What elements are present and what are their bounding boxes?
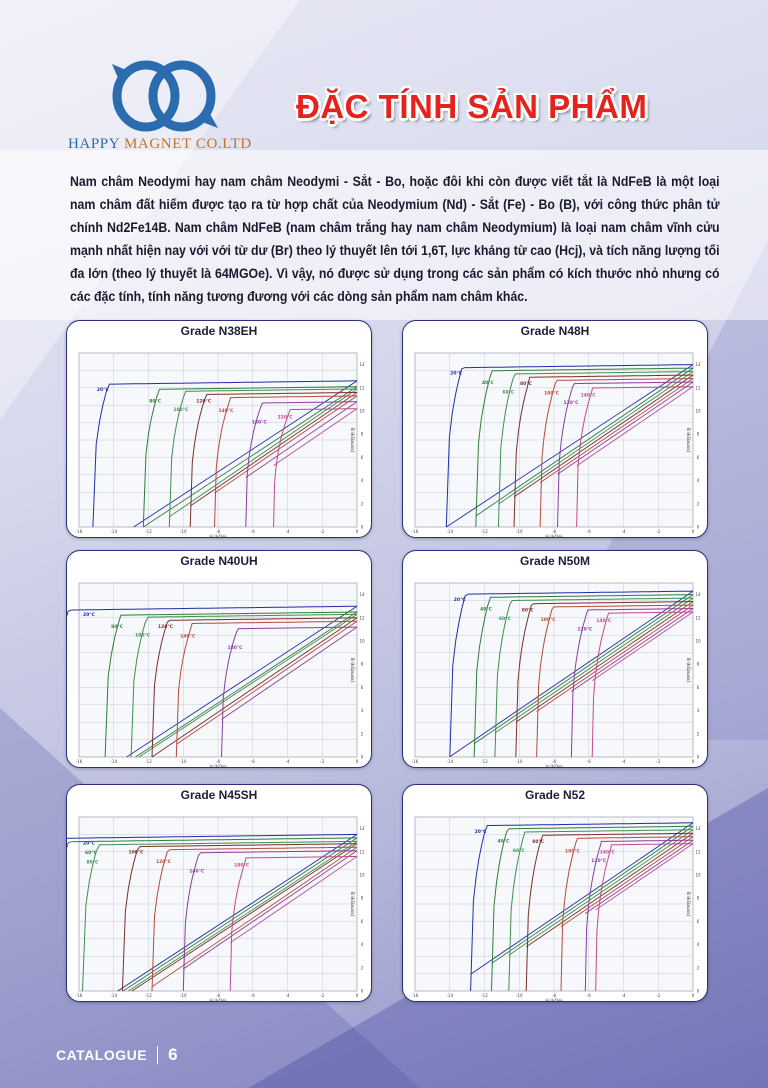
x-tick-label: -6 [586,529,591,534]
x-tick-label: -4 [621,759,626,764]
y-tick-label: 8 [360,431,364,437]
y-tick-label: 6 [360,684,364,690]
y-tick-label: 0 [360,524,364,530]
x-tick-label: -16 [411,529,419,534]
y-axis-label: B (kGauss) [349,891,354,917]
y-axis-label: B (kGauss) [685,657,690,683]
brand-name [68,136,252,153]
x-tick-label: -2 [656,993,661,998]
series-label: 180°C [251,420,267,426]
x-tick-label: -16 [75,759,83,764]
series-label: 180°C [227,646,243,652]
x-tick-label: -16 [411,759,419,764]
x-tick-label: -10 [179,529,187,534]
x-tick-label: -2 [656,529,661,534]
series-label: 100°C [135,633,151,639]
series-label: 60°C [498,617,511,623]
x-tick-label: -8 [216,993,220,998]
x-tick-label: -2 [656,759,661,764]
y-tick-label: 4 [696,708,700,714]
y-tick-label: 8 [696,895,700,901]
series-label: 20°C [96,387,109,393]
brand-word-magnet: MAGNET CO.LTD [124,136,252,152]
x-tick-label: 0 [691,529,695,534]
x-tick-label: -14 [110,993,118,998]
x-tick-label: -4 [621,993,626,998]
demagnetization-chart [403,803,708,1002]
demagnetization-chart [403,569,708,768]
series-label: 60°C [502,390,515,396]
y-tick-label: 2 [360,731,364,737]
y-tick-label: 8 [360,895,364,901]
x-tick-label: -6 [586,993,591,998]
y-tick-label: 8 [360,661,364,667]
page-footer [56,1044,178,1066]
y-tick-label: 2 [360,965,364,971]
x-tick-label: -14 [446,529,454,534]
x-axis-label: H (kOe) [209,535,227,539]
x-tick-label: -6 [250,993,255,998]
y-tick-label: 10 [695,408,701,414]
x-tick-label: -10 [515,993,523,998]
x-tick-label: 0 [355,993,359,998]
y-tick-label: 4 [360,708,364,714]
x-tick-label: 0 [355,529,359,534]
y-tick-label: 12 [695,385,701,391]
x-tick-label: -6 [586,759,591,764]
chart-panel-n45sh [66,784,372,1002]
series-label: 20°C [83,841,95,847]
x-tick-label: -10 [515,529,523,534]
y-tick-label: 8 [696,431,700,437]
x-tick-label: -2 [320,993,325,998]
chart-title: Grade N50M [519,554,591,568]
footer-divider [157,1046,158,1064]
y-tick-label: 0 [360,754,364,760]
x-tick-label: 0 [691,759,695,764]
y-tick-label: 14 [695,362,701,368]
x-tick-label: -16 [411,993,419,998]
y-tick-label: 12 [359,615,365,621]
series-label: 80°C [111,625,123,630]
series-label: 60°C [85,850,97,856]
x-tick-label: -10 [179,993,187,998]
series-label: 140°C [596,619,612,624]
x-tick-label: -12 [145,529,152,534]
chart-title: Grade N40UH [180,554,258,568]
x-tick-label: 0 [691,993,695,998]
y-tick-label: 4 [360,478,364,484]
series-label: 80°C [521,608,534,614]
series-label: 20°C [450,371,463,377]
chart-title: Grade N52 [524,788,586,802]
chart-panel-n38eh [66,320,372,538]
y-tick-label: 2 [696,501,700,507]
chart-title: Grade N45SH [180,788,258,802]
series-label: 220°C [277,415,293,421]
x-axis-label: H (kOe) [209,999,227,1003]
y-tick-label: 10 [359,408,365,414]
y-tick-label: 2 [696,965,700,971]
series-label: 100°C [128,850,144,856]
y-tick-label: 2 [360,501,364,507]
y-tick-label: 10 [695,638,701,644]
x-axis-label: H (kOe) [545,535,563,539]
series-label: 140°C [189,869,205,875]
chart-panel-n52 [402,784,708,1002]
x-tick-label: -4 [621,529,626,534]
series-label: 20°C [474,829,487,835]
x-tick-label: -12 [481,529,488,534]
page-header [0,0,768,160]
y-axis-label: B (kGauss) [685,427,690,453]
series-label: 40°C [497,839,510,845]
y-tick-label: 0 [360,988,364,994]
chart-panel-n50m [402,550,708,768]
x-tick-label: -8 [216,759,220,764]
series-label: 120°C [196,399,212,405]
brand-logo [66,56,256,156]
y-tick-label: 14 [359,826,365,832]
x-axis-label: H (kOe) [545,765,563,769]
x-tick-label: -14 [446,993,454,998]
y-tick-label: 4 [696,942,700,948]
y-tick-label: 12 [695,615,701,621]
x-tick-label: -8 [552,993,556,998]
series-label: 100°C [544,391,560,397]
series-label: 100°C [540,618,556,624]
brand-word-happy: HAPPY [68,136,120,152]
series-label: 40°C [481,381,494,387]
x-tick-label: -12 [481,993,488,998]
x-tick-label: -2 [320,759,325,764]
x-tick-label: -12 [145,993,152,998]
series-label: 80°C [149,399,162,405]
y-tick-label: 0 [696,988,700,994]
series-label: 40°C [480,607,492,613]
y-tick-label: 10 [695,872,701,878]
y-axis-label: B (kGauss) [349,657,354,683]
y-tick-label: 4 [360,942,364,948]
y-axis-label: B (kGauss) [349,427,354,453]
y-tick-label: 0 [696,524,700,530]
y-tick-label: 6 [360,918,364,924]
series-label: 140°C [180,634,196,640]
y-tick-label: 10 [359,872,365,878]
x-tick-label: -14 [110,529,118,534]
series-label: 120°C [563,401,579,406]
y-tick-label: 6 [696,918,700,924]
demagnetization-chart [67,339,372,538]
y-tick-label: 8 [696,661,700,667]
series-label: 120°C [157,624,173,630]
series-label: 140°C [580,393,596,399]
demagnetization-chart [67,569,372,768]
series-label: 180°C [234,863,250,869]
series-label: 120°C [155,860,171,866]
y-tick-label: 4 [696,478,700,484]
x-tick-label: -8 [552,759,556,764]
chart-panel-n40uh [66,550,372,768]
y-tick-label: 12 [695,849,701,855]
x-tick-label: -16 [75,529,83,534]
series-label: 100°C [173,407,189,413]
demagnetization-chart [403,339,708,538]
chart-panel-n48h [402,320,708,538]
x-tick-label: -2 [320,529,325,534]
series-label: 20°C [83,613,95,619]
page-number: 6 [168,1045,178,1064]
y-tick-label: 14 [359,592,365,598]
y-tick-label: 12 [359,385,365,391]
x-axis-label: H (kOe) [545,999,563,1003]
series-label: 140°C [599,850,615,856]
x-tick-label: -14 [110,759,118,764]
x-axis-label: H (kOe) [209,765,227,769]
x-tick-label: -4 [285,759,290,764]
y-tick-label: 6 [696,684,700,690]
x-tick-label: -4 [285,993,290,998]
series-label: 80°C [86,860,99,866]
y-tick-label: 6 [696,454,700,460]
x-tick-label: 0 [355,759,359,764]
x-tick-label: -10 [515,759,523,764]
x-tick-label: -8 [552,529,556,534]
series-label: 140°C [218,408,234,414]
y-tick-label: 14 [695,826,701,832]
x-tick-label: -4 [285,529,290,534]
y-tick-label: 14 [359,362,365,368]
series-label: 20°C [453,598,466,604]
x-tick-label: -12 [481,759,488,764]
series-label: 120°C [577,627,593,633]
chart-title: Grade N38EH [180,324,258,338]
series-label: 120°C [591,859,607,865]
y-axis-label: B (kGauss) [685,891,690,917]
series-label: 80°C [520,382,532,388]
y-tick-label: 10 [359,638,365,644]
x-tick-label: -6 [250,529,255,534]
y-tick-label: 12 [359,849,365,855]
footer-label: CATALOGUE [56,1047,148,1063]
x-tick-label: -8 [216,529,220,534]
chart-title: Grade N48H [520,324,590,338]
y-tick-label: 6 [360,454,364,460]
demagnetization-chart [67,803,372,1002]
series-label: 60°C [512,848,525,854]
x-tick-label: -16 [75,993,83,998]
x-tick-label: -12 [145,759,152,764]
y-tick-label: 0 [696,754,700,760]
x-tick-label: -14 [446,759,454,764]
page-title: ĐẶC TÍNH SẢN PHẨM [296,88,648,125]
series-label: 80°C [532,840,545,846]
x-tick-label: -6 [250,759,255,764]
happy-magnet-rings-logo [110,58,220,134]
y-tick-label: 2 [696,731,700,737]
intro-paragraph: Nam châm Neodymi hay nam châm Neodymi - Sắt - Bo, hoặc đôi khi còn được viết tắt là NdFeB là một loại nam châm đất hiếm được tạo ra từ hợp chất của Neodymium (Nd) - Sắt (Fe) - Bo (B), với công thức phân tử chính Nd2Fe14B. Nam châm NdFeB (nam châm trắng hay nam châm Neodymium) là loại nam châm vĩnh cửu mạnh nhất hiện nay với với từ dư (Br) theo lý thuyết lên tới 1,6T, lực kháng từ cao (Hcj), và tích năng lượng tối đa lớn (theo lý thuyết là 64MGOe). Vì vậy, nó được sử dụng trong các sản phẩm có kích thước nhỏ nhưng có các đặc tính, tính năng tương đương với các dòng sản phẩm nam châm khác. [70,174,720,304]
x-tick-label: -10 [179,759,187,764]
y-tick-label: 14 [695,592,701,598]
series-label: 100°C [564,849,580,855]
